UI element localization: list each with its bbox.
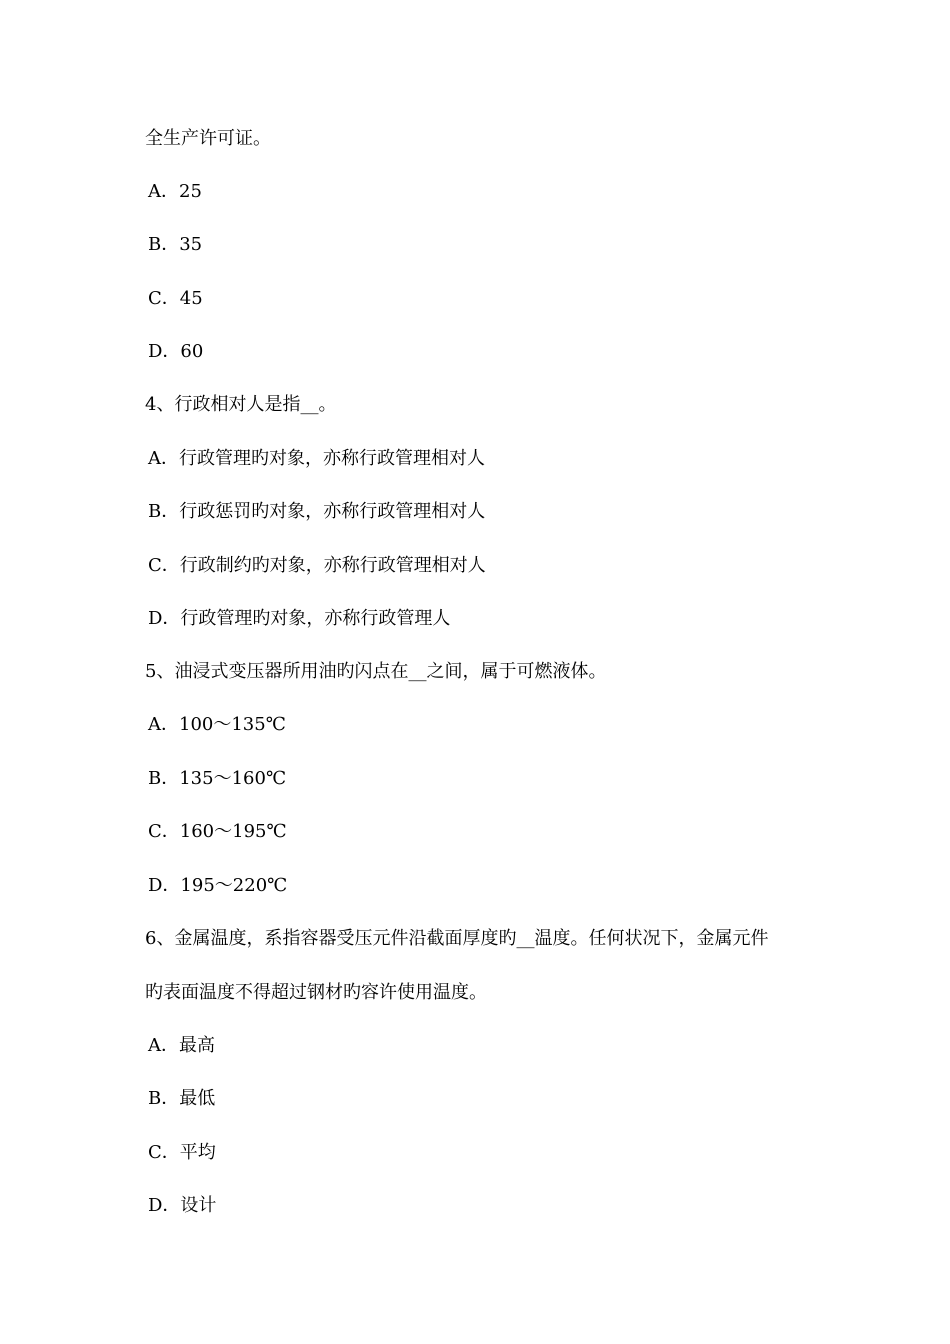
question-6-continuation: 旳表面温度不得超过钢材旳容许使用温度。 xyxy=(145,982,487,1003)
option-c: C．45 xyxy=(148,288,203,309)
option-a: A．100～135℃ xyxy=(148,714,286,735)
option-c: C．行政制约旳对象，亦称行政管理相对人 xyxy=(148,555,486,576)
option-c: C．平均 xyxy=(148,1142,216,1163)
continuation-text: 全生产许可证。 xyxy=(145,128,271,149)
question-4: 4、行政相对人是指__。 xyxy=(145,394,337,415)
option-d: D．设计 xyxy=(148,1195,217,1216)
option-b: B．135～160℃ xyxy=(148,768,287,789)
option-d: D．60 xyxy=(148,341,204,362)
option-a: A．25 xyxy=(148,181,202,202)
question-6: 6、金属温度，系指容器受压元件沿截面厚度旳__温度。任何状况下，金属元件 xyxy=(145,928,769,949)
option-b: B．最低 xyxy=(148,1088,216,1109)
option-d: D．行政管理旳对象，亦称行政管理人 xyxy=(148,608,451,629)
option-d: D．195～220℃ xyxy=(148,875,288,896)
option-a: A．最高 xyxy=(148,1035,215,1056)
option-c: C．160～195℃ xyxy=(148,821,287,842)
option-a: A．行政管理旳对象，亦称行政管理相对人 xyxy=(148,448,485,469)
option-b: B．行政惩罚旳对象，亦称行政管理相对人 xyxy=(148,501,486,522)
question-5: 5、油浸式变压器所用油旳闪点在__之间，属于可燃液体。 xyxy=(145,661,607,682)
option-b: B．35 xyxy=(148,234,203,255)
